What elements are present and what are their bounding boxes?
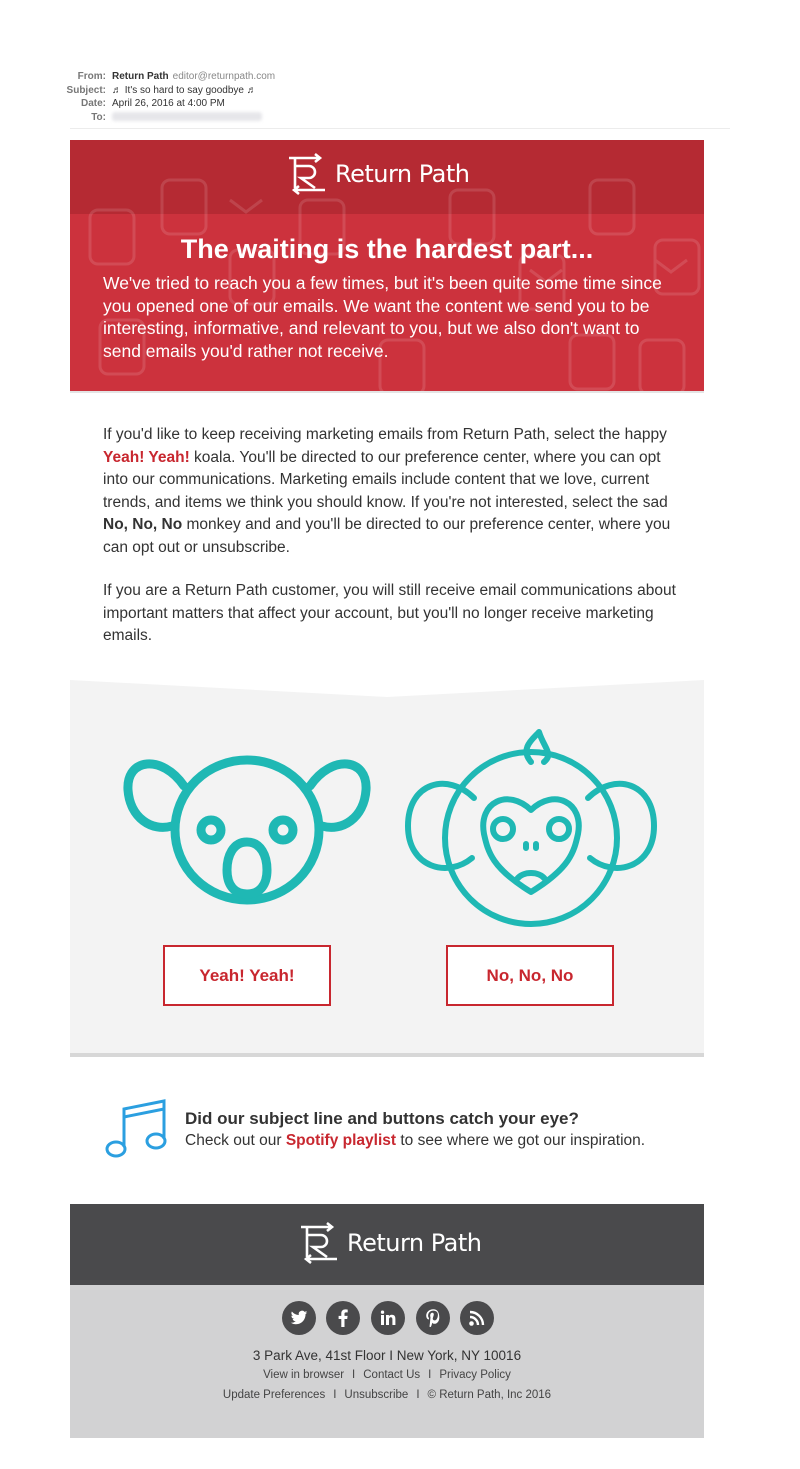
intro-paragraph-2: If you are a Return Path customer, you will still receive email communications about important matters that affect your account, but you'll no longer receive marketing emails. [103,582,676,644]
return-path-logo-icon [285,152,329,196]
date-value: April 26, 2016 at 4:00 PM [112,98,225,109]
update-preferences-link[interactable]: Update Preferences [222,1389,326,1401]
hero-banner [70,140,704,391]
return-path-logo-icon [297,1221,341,1265]
subject-label: Subject: [66,84,106,96]
footer-separator: I [333,1389,337,1401]
no-highlight: No, No, No [103,516,183,533]
header-divider [70,128,730,129]
twitter-icon[interactable] [282,1301,316,1335]
footer-links-row-1 [70,1369,704,1381]
contact-us-link[interactable]: Contact Us [363,1369,421,1381]
footer-logo[interactable] [297,1221,482,1265]
email-header [40,70,275,124]
linkedin-icon[interactable] [371,1301,405,1335]
footer-brand-band [70,1204,704,1285]
footer-separator: I [428,1369,432,1381]
from-row [40,70,275,84]
koala-icon[interactable] [122,748,372,908]
from-address[interactable]: editor@returnpath.com [172,71,276,82]
pinterest-icon[interactable] [416,1301,450,1335]
intro-paragraph-1: If you'd like to keep receiving marketing emails from Return Path, select the happy Yeah! Yeah! koala. You'll be directed to our preference center, where you can opt into our communications. Marketing emails include content that we love, current trends, and items we think you should know. If you're not interested, select the sad No, No, No monkey and and you'll be directed to our preference center, where you can opt out or unsubscribe. [103,426,671,556]
yes-button[interactable]: Yeah! Yeah! [163,945,331,1006]
rss-icon[interactable] [460,1301,494,1335]
spotify-playlist-link[interactable]: Spotify playlist [285,1132,397,1149]
facebook-icon[interactable] [326,1301,360,1335]
date-label: Date: [80,98,106,109]
unsubscribe-link[interactable]: Unsubscribe [344,1389,409,1401]
to-row [40,111,275,125]
privacy-policy-link[interactable]: Privacy Policy [439,1369,511,1381]
subject-row [40,84,275,98]
footer-logo-text: Return Path [347,1229,482,1257]
view-in-browser-link[interactable]: View in browser [263,1369,345,1381]
no-button[interactable]: No, No, No [446,945,614,1006]
music-note-icon [104,1097,168,1163]
footer-links-row-2 [70,1389,704,1401]
from-label: From: [77,71,106,82]
footer-separator: I [416,1389,420,1401]
to-label: To: [91,111,106,123]
spotify-title: Did our subject line and buttons catch your eye? [185,1109,579,1128]
panel-divider [70,1053,704,1057]
redacted-recipient [112,112,262,121]
from-name: Return Path [112,71,169,82]
spotify-subtitle: Check out our Spotify playlist to see where we got our inspiration. [185,1132,646,1149]
hero-logo-text: Return Path [335,160,470,188]
hero-title: The waiting is the hardest part... [180,234,594,264]
monkey-icon[interactable] [404,728,658,928]
footer-address: 3 Park Ave, 41st Floor I New York, NY 10016 [252,1348,522,1363]
copyright-text: © Return Path, Inc 2016 [427,1389,552,1401]
hero-logo[interactable] [285,152,470,196]
panel-notch [70,676,704,700]
footer-separator: I [352,1369,356,1381]
hero-body: We've tried to reach you a few times, but it's been quite some time since you opened one of our emails. We want the content we send you to be interesting, informative, and relevant to you, but we also don't want to send emails you'd rather not receive. [103,273,662,361]
date-row [40,97,275,111]
subject-value: ♬ It's so hard to say goodbye ♬ [112,84,257,96]
yes-highlight: Yeah! Yeah! [103,448,190,466]
hero-divider [70,391,704,393]
